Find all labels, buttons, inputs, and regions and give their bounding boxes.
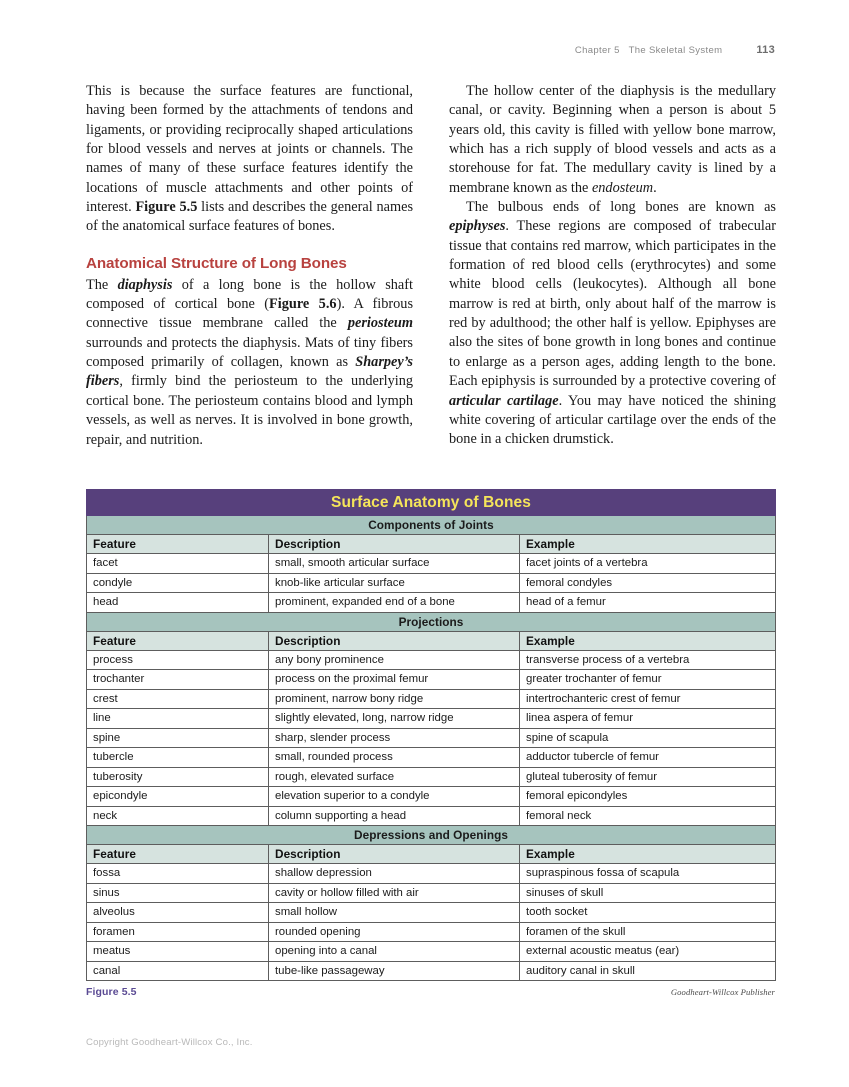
table-cell-2: rounded opening — [269, 922, 520, 942]
right-paragraph-1 — [449, 82, 776, 198]
running-head — [86, 44, 775, 60]
table-cell-1: crest — [87, 689, 269, 709]
table-section-header-row — [87, 826, 776, 845]
right-p2-text-a: The bulbous ends of long bones are known as — [466, 199, 776, 216]
left-p2-text-b: of a long bone is the hollow shaft composed of cortical bone ( — [86, 276, 413, 313]
left-p1-text-b: lists and describes the general names of the anatomical surface features of bones. — [86, 199, 414, 235]
table-cell-2: opening into a canal — [269, 942, 520, 962]
table-cell-3: head of a femur — [520, 593, 776, 613]
term-articular-cartilage: articular cartilage — [449, 392, 559, 409]
table-column-header-2: Description — [269, 845, 520, 864]
table-row — [87, 961, 776, 981]
left-p2-text-c: ). A fibrous connective tissue membrane called the — [86, 296, 414, 332]
table-cell-1: tubercle — [87, 748, 269, 768]
table-cell-3: femoral epicondyles — [520, 787, 776, 807]
table-row — [87, 650, 776, 670]
table-cell-2: prominent, expanded end of a bone — [269, 593, 520, 613]
table-row — [87, 922, 776, 942]
table-cell-1: head — [87, 593, 269, 613]
table-cell-3: tooth socket — [520, 903, 776, 923]
table-row — [87, 554, 776, 574]
table-cell-3: sinuses of skull — [520, 883, 776, 903]
table-cell-1: fossa — [87, 864, 269, 884]
table-cell-2: prominent, narrow bony ridge — [269, 689, 520, 709]
table-column-header-3: Example — [520, 535, 776, 554]
table-section-header: Depressions and Openings — [87, 826, 776, 845]
right-column — [449, 82, 776, 450]
table-row — [87, 806, 776, 826]
left-p2-text-a: The — [86, 276, 118, 293]
table-cell-1: canal — [87, 961, 269, 981]
figure-reference-5-5: Figure 5.5 — [135, 199, 198, 216]
copyright-footer: Copyright Goodheart-Willcox Co., Inc. — [86, 1037, 253, 1048]
table-cell-1: sinus — [87, 883, 269, 903]
table-cell-1: epicondyle — [87, 787, 269, 807]
table-cell-1: facet — [87, 554, 269, 574]
table-cell-3: supraspinous fossa of scapula — [520, 864, 776, 884]
table-column-header-2: Description — [269, 631, 520, 650]
table-column-header-1: Feature — [87, 631, 269, 650]
right-paragraph-2 — [449, 198, 776, 449]
table-cell-3: facet joints of a vertebra — [520, 554, 776, 574]
table-row — [87, 883, 776, 903]
table-cell-3: greater trochanter of femur — [520, 670, 776, 690]
left-column — [86, 82, 413, 450]
right-p2-text-c: . You may have noticed the shining white covering of articular cartilage over the ends of the bone in a chicken drumstick. — [449, 392, 776, 448]
left-paragraph-2 — [86, 276, 413, 450]
table-cell-1: spine — [87, 728, 269, 748]
table-row — [87, 942, 776, 962]
table-row — [87, 593, 776, 613]
table-cell-1: tuberosity — [87, 767, 269, 787]
table-cell-3: spine of scapula — [520, 728, 776, 748]
table-cell-3: auditory canal in skull — [520, 961, 776, 981]
table-title: Surface Anatomy of Bones — [87, 490, 776, 516]
table-row — [87, 709, 776, 729]
table-row — [87, 670, 776, 690]
table-title-row — [87, 490, 776, 516]
table-cell-2: tube-like passageway — [269, 961, 520, 981]
table-cell-2: rough, elevated surface — [269, 767, 520, 787]
table-cell-3: external acoustic meatus (ear) — [520, 942, 776, 962]
table-row — [87, 787, 776, 807]
figure-credit: Goodheart-Willcox Publisher — [670, 987, 775, 997]
table-column-header-1: Feature — [87, 845, 269, 864]
right-p2-text-b: . These regions are composed of trabecular tissue that contains red marrow, which participates in the formation of red blood cells (erythrocytes) and some white blood cells (leukocytes). Although all bone marrow is red at birth, only about half of the marrow is red by adulthood; the other half is yellow. Epiphyses are also the sites of bone growth in long bones and continue to enlarge as a person ages, adding length to the bone. Each epiphysis is surrounded by a protective covering of — [449, 218, 776, 390]
table-cell-1: meatus — [87, 942, 269, 962]
left-paragraph-1 — [86, 82, 413, 237]
table-cell-2: process on the proximal femur — [269, 670, 520, 690]
right-p1-text-b: . — [653, 179, 657, 196]
right-p1-text-a: The hollow center of the diaphysis is the medullary canal, or cavity. Beginning when a person is about 5 years old, this cavity is filled with yellow bone marrow, which has a rich supply of blood vessels and acts as a storehouse for fat. The medullary cavity is lined by a membrane known as the — [449, 83, 776, 196]
table-section-header: Projections — [87, 612, 776, 631]
table-cell-2: sharp, slender process — [269, 728, 520, 748]
table-cell-2: elevation superior to a condyle — [269, 787, 520, 807]
table-row — [87, 573, 776, 593]
table-cell-3: femoral neck — [520, 806, 776, 826]
table-cell-2: knob-like articular surface — [269, 573, 520, 593]
table-section-header: Components of Joints — [87, 516, 776, 535]
table-row — [87, 689, 776, 709]
figure-reference-5-6: Figure 5.6 — [269, 296, 337, 313]
table-cell-1: neck — [87, 806, 269, 826]
term-endosteum: endosteum — [591, 179, 654, 196]
table-cell-2: cavity or hollow filled with air — [269, 883, 520, 903]
table-section-header-row — [87, 612, 776, 631]
table-row — [87, 728, 776, 748]
table-cell-1: trochanter — [87, 670, 269, 690]
table-body — [87, 490, 776, 981]
table-cell-3: gluteal tuberosity of femur — [520, 767, 776, 787]
term-diaphysis: diaphysis — [117, 276, 173, 293]
table-column-header-row — [87, 535, 776, 554]
table-cell-1: alveolus — [87, 903, 269, 923]
table-column-header-3: Example — [520, 845, 776, 864]
table-row — [87, 748, 776, 768]
figure-caption-row — [86, 986, 775, 998]
surface-anatomy-table — [86, 489, 776, 981]
table-cell-1: line — [87, 709, 269, 729]
table-cell-2: small hollow — [269, 903, 520, 923]
table-cell-2: small, smooth articular surface — [269, 554, 520, 574]
table-cell-2: column supporting a head — [269, 806, 520, 826]
left-p2-text-d: surrounds and protects the diaphysis. Mats of tiny fibers composed primarily of collagen, known as — [86, 334, 413, 371]
table-cell-3: transverse process of a vertebra — [520, 650, 776, 670]
term-epiphyses: epiphyses — [449, 218, 506, 235]
running-head-chapter: Chapter 5 The Skeletal System — [574, 45, 723, 56]
table-row — [87, 767, 776, 787]
table-cell-2: any bony prominence — [269, 650, 520, 670]
figure-5-5-block — [86, 489, 775, 998]
left-p2-text-e: , firmly bind the periosteum to the underlying cortical bone. The periosteum contains blood and lymph vessels, as well as nerves. It is involved in bone growth, repair, and nutrition. — [86, 373, 413, 448]
term-sharpeys-fibers: Sharpey’s fibers — [86, 354, 413, 390]
table-section-header-row — [87, 516, 776, 535]
body-columns — [86, 82, 776, 450]
left-p1-text-a: This is because the surface features are functional, having been formed by the attachments of tendons and ligaments, or providing reciprocally shaped articulations for blood vessels and nerves at joints or channels. The names of many of these surface features identify the locations of muscle attachments and other points of interest. — [86, 83, 413, 216]
page-number: 113 — [756, 44, 775, 56]
table-column-header-2: Description — [269, 535, 520, 554]
figure-label: Figure 5.5 — [86, 986, 137, 998]
table-cell-3: intertrochanteric crest of femur — [520, 689, 776, 709]
table-cell-3: femoral condyles — [520, 573, 776, 593]
table-cell-3: linea aspera of femur — [520, 709, 776, 729]
table-cell-2: shallow depression — [269, 864, 520, 884]
table-cell-1: foramen — [87, 922, 269, 942]
table-column-header-row — [87, 631, 776, 650]
table-cell-3: adductor tubercle of femur — [520, 748, 776, 768]
table-column-header-1: Feature — [87, 535, 269, 554]
table-cell-1: process — [87, 650, 269, 670]
table-cell-2: slightly elevated, long, narrow ridge — [269, 709, 520, 729]
table-column-header-3: Example — [520, 631, 776, 650]
table-cell-2: small, rounded process — [269, 748, 520, 768]
term-periosteum: periosteum — [347, 315, 413, 332]
table-cell-1: condyle — [87, 573, 269, 593]
table-cell-3: foramen of the skull — [520, 922, 776, 942]
table-row — [87, 903, 776, 923]
table-row — [87, 864, 776, 884]
section-heading-long-bones: Anatomical Structure of Long Bones — [86, 254, 347, 272]
table-column-header-row — [87, 845, 776, 864]
